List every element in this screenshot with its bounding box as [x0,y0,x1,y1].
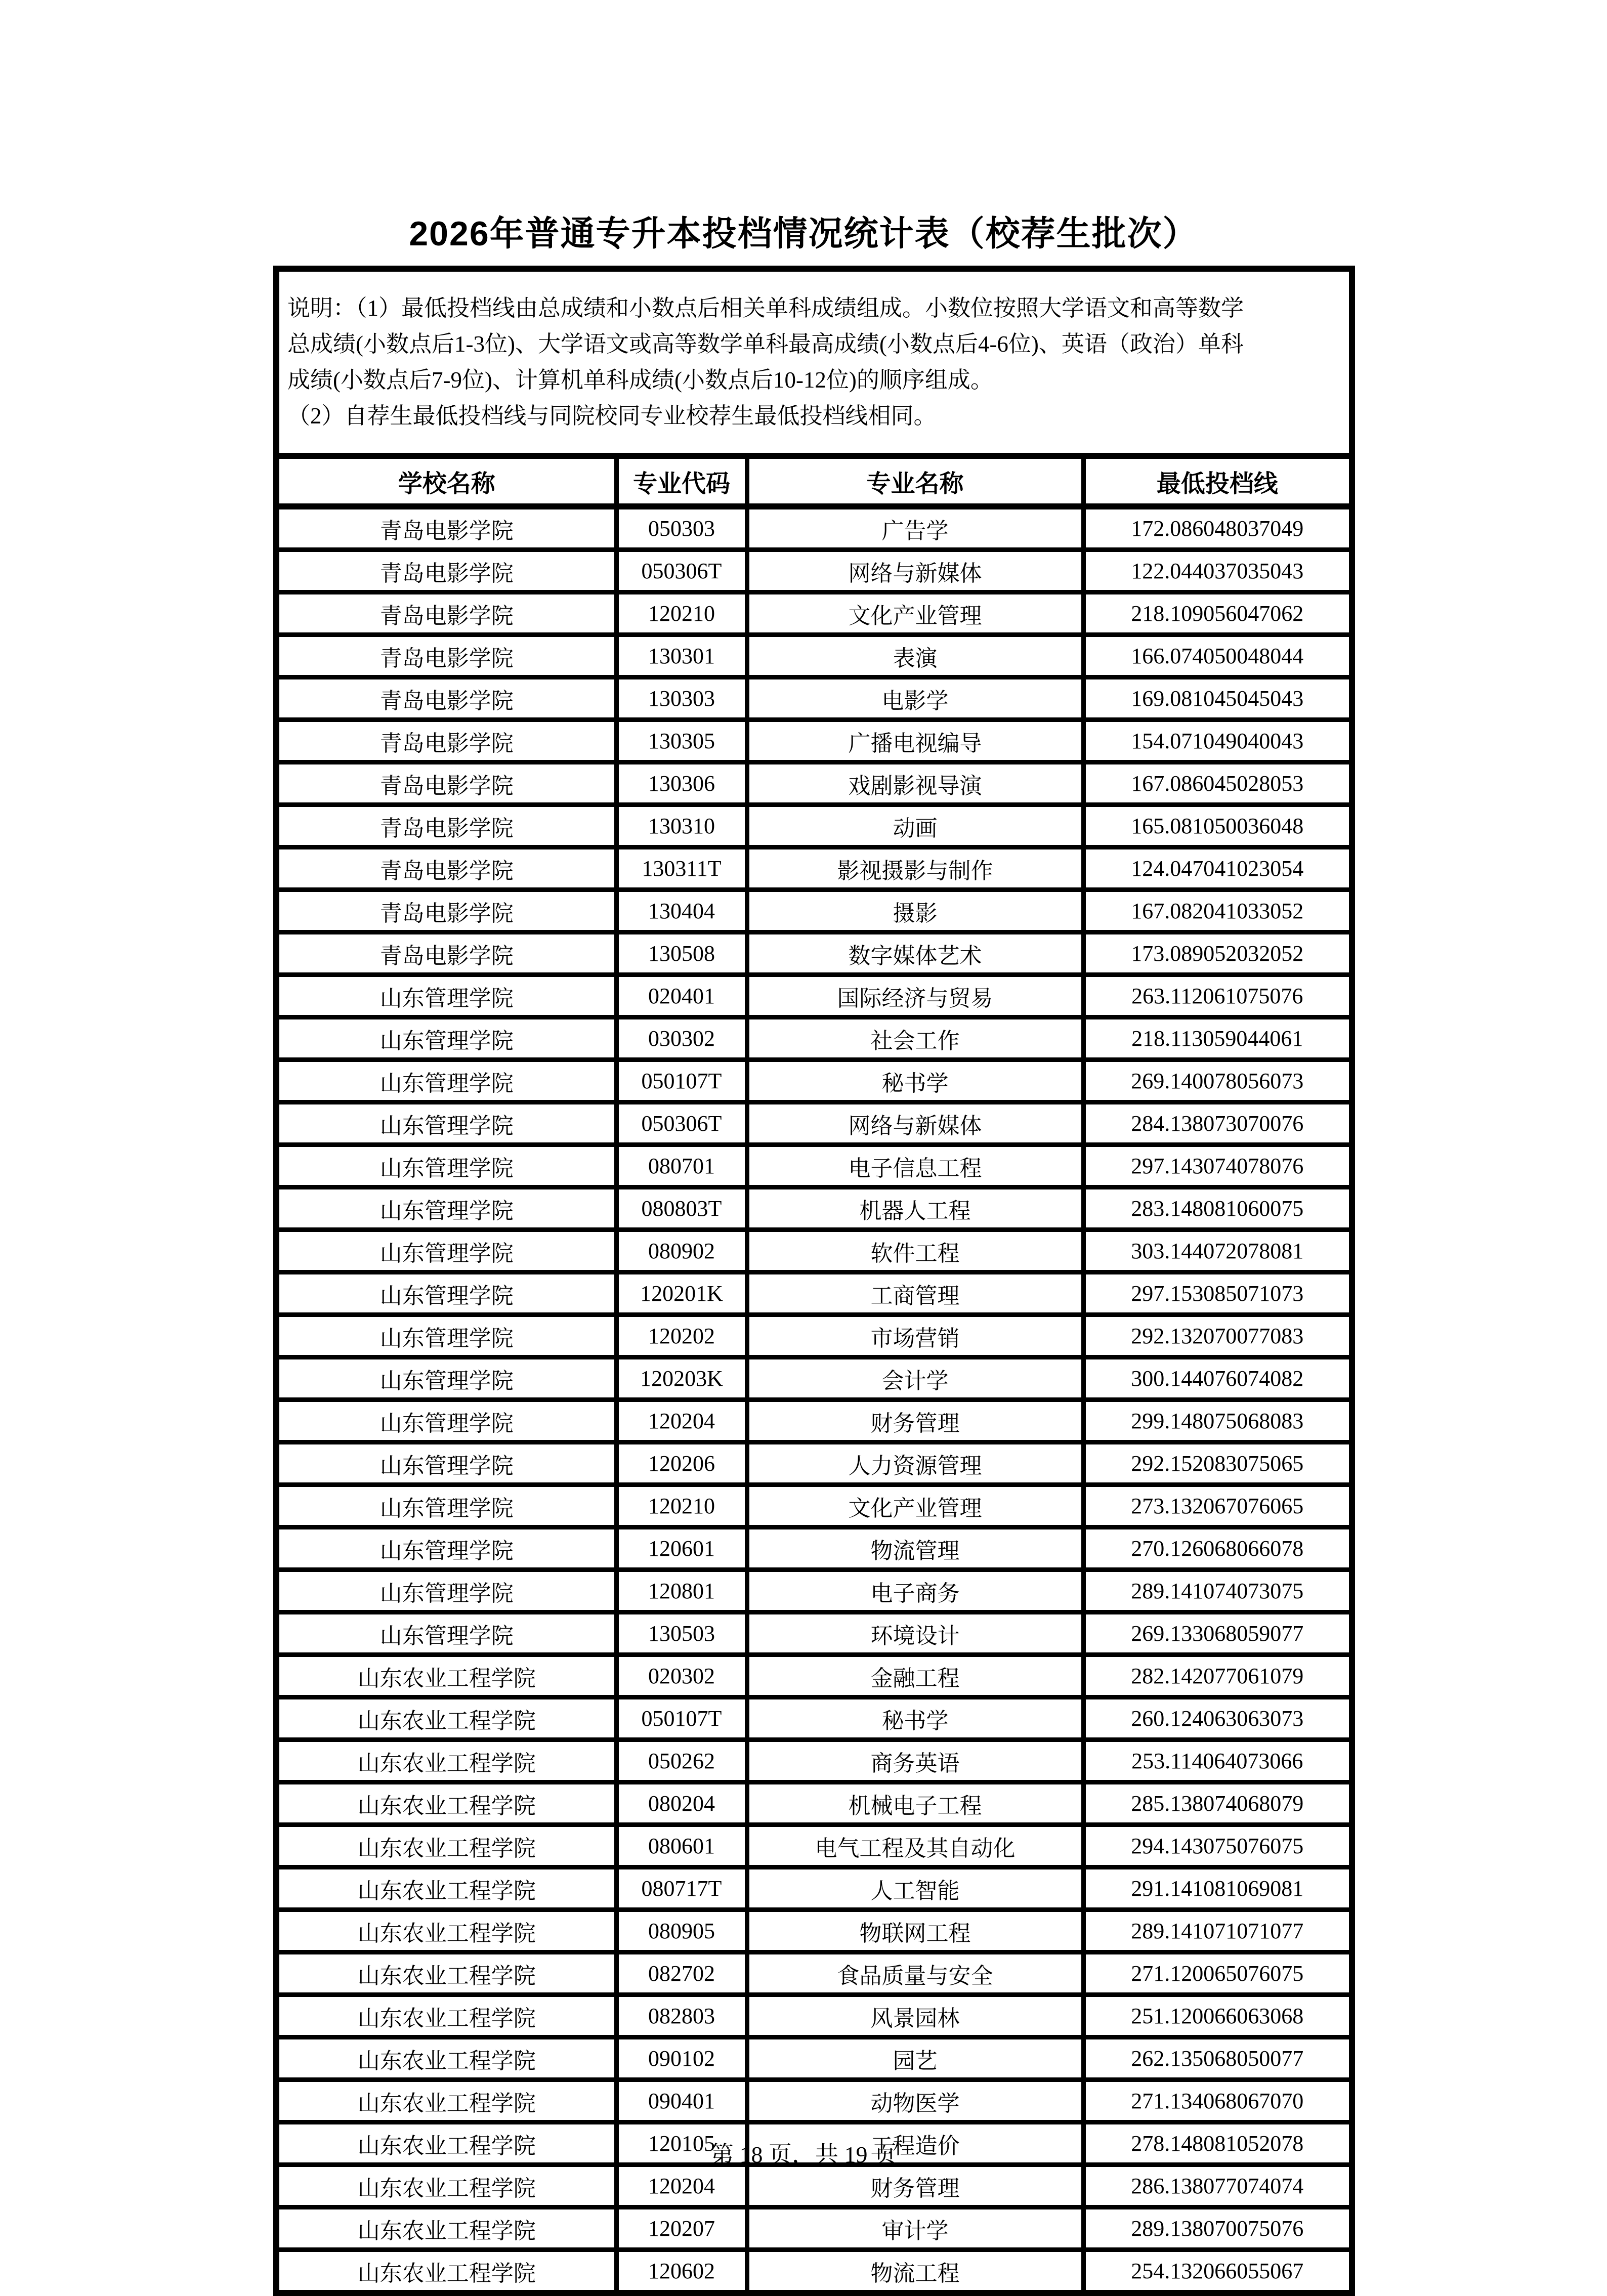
cell-major-name: 机械电子工程 [747,1782,1083,1825]
table-row [276,890,1352,932]
table-row [276,805,1352,847]
cell-min-score: 270.126068066078 [1083,1527,1352,1570]
cell-school-name: 山东管理学院 [276,1272,616,1315]
cell-school-name: 青岛电影学院 [276,762,616,805]
table-row [276,550,1352,592]
table-row [276,932,1352,975]
cell-school-name: 山东农业工程学院 [276,1867,616,1910]
table-row [276,2207,1352,2250]
cell-major-code: 130301 [616,635,747,677]
cell-school-name: 山东农业工程学院 [276,1910,616,1952]
table-row [276,1442,1352,1485]
cell-school-name: 青岛电影学院 [276,890,616,932]
cell-major-name: 社会工作 [747,1017,1083,1060]
table-row [276,635,1352,677]
cell-major-code: 080902 [616,1230,747,1272]
cell-major-code: 120210 [616,592,747,635]
cell-major-code: 120210 [616,1485,747,1527]
cell-major-name: 广告学 [747,506,1083,550]
cell-major-code: 080717T [616,1867,747,1910]
cell-major-name: 数字媒体艺术 [747,932,1083,975]
cell-major-code: 130303 [616,677,747,720]
cell-min-score: 262.135068050077 [1083,2037,1352,2080]
cell-major-code: 120207 [616,2207,747,2250]
cell-major-name: 网络与新媒体 [747,1102,1083,1145]
cell-major-code: 130404 [616,890,747,932]
cell-min-score: 263.112061075076 [1083,975,1352,1017]
cell-major-code: 120204 [616,2165,747,2207]
cell-major-name: 人工智能 [747,1867,1083,1910]
cell-school-name: 山东管理学院 [276,1187,616,1230]
cell-school-name: 山东管理学院 [276,1315,616,1357]
cell-school-name: 青岛电影学院 [276,550,616,592]
cell-major-code: 020401 [616,975,747,1017]
cell-major-name: 财务管理 [747,2165,1083,2207]
cell-major-code: 020302 [616,1655,747,1697]
cell-major-code: 080701 [616,1145,747,1187]
table-row [276,1272,1352,1315]
cell-min-score: 124.047041023054 [1083,847,1352,890]
cell-major-code: 120601 [616,1527,747,1570]
cell-major-name: 物流管理 [747,1527,1083,1570]
cell-min-score: 271.120065076075 [1083,1952,1352,1995]
table-row [276,1995,1352,2037]
cell-major-name: 物联网工程 [747,1910,1083,1952]
cell-major-code: 120602 [616,2250,747,2293]
table-row [276,1952,1352,1995]
cell-major-code: 030302 [616,1017,747,1060]
cell-major-code: 090401 [616,2080,747,2122]
cell-min-score: 289.141071071077 [1083,1910,1352,1952]
cell-major-name: 摄影 [747,890,1083,932]
table-row [276,1400,1352,1442]
cell-major-code: 080905 [616,1910,747,1952]
cell-major-name: 工程造价 [747,2122,1083,2165]
cell-school-name: 山东农业工程学院 [276,1782,616,1825]
cell-major-code: 080204 [616,1782,747,1825]
cell-min-score: 260.124063063073 [1083,1697,1352,1740]
cell-major-code: 050107T [616,1697,747,1740]
cell-major-name: 机器人工程 [747,1187,1083,1230]
cell-school-name: 青岛电影学院 [276,847,616,890]
table-row [276,1867,1352,1910]
cell-school-name: 山东管理学院 [276,1230,616,1272]
table-row [276,677,1352,720]
cell-min-score: 218.109056047062 [1083,592,1352,635]
table-row [276,2080,1352,2122]
cell-school-name: 山东农业工程学院 [276,2250,616,2293]
cell-min-score: 294.143075076075 [1083,1825,1352,1867]
cell-school-name: 山东管理学院 [276,1612,616,1655]
cell-min-score: 289.141074073075 [1083,1570,1352,1612]
cell-min-score: 166.074050048044 [1083,635,1352,677]
cell-major-name: 人力资源管理 [747,1442,1083,1485]
cell-school-name: 山东管理学院 [276,1400,616,1442]
table-row [276,2037,1352,2080]
cell-major-code: 120203K [616,1357,747,1400]
cell-major-name: 财务管理 [747,1400,1083,1442]
table-row [276,1570,1352,1612]
cell-min-score: 273.132067076065 [1083,1485,1352,1527]
cell-school-name: 山东管理学院 [276,1442,616,1485]
cell-school-name: 山东管理学院 [276,1570,616,1612]
cell-school-name: 青岛电影学院 [276,720,616,762]
table-row [276,1612,1352,1655]
cell-school-name: 青岛电影学院 [276,506,616,550]
cell-min-score: 297.143074078076 [1083,1145,1352,1187]
cell-min-score: 269.133068059077 [1083,1612,1352,1655]
cell-major-code: 120206 [616,1442,747,1485]
cell-min-score: 154.071049040043 [1083,720,1352,762]
cell-min-score: 297.153085071073 [1083,1272,1352,1315]
cell-school-name: 山东管理学院 [276,1485,616,1527]
cell-major-name: 电气工程及其自动化 [747,1825,1083,1867]
cell-major-name: 电影学 [747,677,1083,720]
table-row [276,1825,1352,1867]
cell-major-code: 130508 [616,932,747,975]
cell-major-name: 环境设计 [747,1612,1083,1655]
notes-row [276,269,1352,456]
cell-min-score: 122.044037035043 [1083,550,1352,592]
page-number: 第 18 页，共 19 页 [710,2142,897,2167]
table-header-row [276,456,1352,506]
cell-major-code: 082702 [616,1952,747,1995]
cell-major-code: 050303 [616,506,747,550]
notes-cell [276,269,1352,456]
cell-min-score: 286.138077074074 [1083,2165,1352,2207]
table-row [276,2165,1352,2207]
cell-school-name: 青岛电影学院 [276,592,616,635]
table-row [276,1740,1352,1782]
cell-min-score: 167.086045028053 [1083,762,1352,805]
table-row [276,1782,1352,1825]
column-header-school: 学校名称 [276,456,616,506]
note-line: 成绩(小数点后7-9位)、计算机单科成绩(小数点后10-12位)的顺序组成。 [287,367,993,393]
cell-major-code: 120801 [616,1570,747,1612]
cell-major-code: 050306T [616,1102,747,1145]
cell-school-name: 山东管理学院 [276,1145,616,1187]
cell-major-name: 软件工程 [747,1230,1083,1272]
table-row [276,1315,1352,1357]
cell-min-score: 218.113059044061 [1083,1017,1352,1060]
cell-major-code: 120105 [616,2122,747,2165]
cell-school-name: 青岛电影学院 [276,677,616,720]
table-row [276,1102,1352,1145]
cell-school-name: 山东农业工程学院 [276,2207,616,2250]
table-row [276,1697,1352,1740]
cell-major-code: 050306T [616,550,747,592]
column-header-min-score: 最低投档线 [1083,456,1352,506]
cell-major-name: 园艺 [747,2037,1083,2080]
cell-min-score: 167.082041033052 [1083,890,1352,932]
cell-major-name: 秘书学 [747,1697,1083,1740]
cell-major-code: 130306 [616,762,747,805]
cell-min-score: 283.148081060075 [1083,1187,1352,1230]
cell-major-code: 130305 [616,720,747,762]
cell-major-name: 文化产业管理 [747,592,1083,635]
cell-major-name: 文化产业管理 [747,1485,1083,1527]
cell-min-score: 165.081050036048 [1083,805,1352,847]
cell-min-score: 173.089052032052 [1083,932,1352,975]
cell-min-score: 278.148081052078 [1083,2122,1352,2165]
cell-min-score: 289.138070075076 [1083,2207,1352,2250]
cell-min-score: 251.120066063068 [1083,1995,1352,2037]
cell-school-name: 山东农业工程学院 [276,1740,616,1782]
cell-min-score: 285.138074068079 [1083,1782,1352,1825]
cell-major-name: 食品质量与安全 [747,1952,1083,1995]
cell-school-name: 山东农业工程学院 [276,2037,616,2080]
cell-major-name: 市场营销 [747,1315,1083,1357]
table-row [276,1145,1352,1187]
cell-min-score: 254.132066055067 [1083,2250,1352,2293]
table-row [276,1060,1352,1102]
cell-major-name: 国际经济与贸易 [747,975,1083,1017]
cell-min-score: 299.148075068083 [1083,1400,1352,1442]
cell-major-name: 影视摄影与制作 [747,847,1083,890]
cell-school-name: 山东管理学院 [276,1102,616,1145]
table-row [276,762,1352,805]
table-row [276,975,1352,1017]
page-title: 2026年普通专升本投档情况统计表（校荐生批次） [409,215,1198,253]
cell-major-name: 审计学 [747,2207,1083,2250]
cell-major-code: 090102 [616,2037,747,2080]
note-line: （2）自荐生最低投档线与同院校同专业校荐生最低投档线相同。 [287,403,937,429]
cell-min-score: 282.142077061079 [1083,1655,1352,1697]
cell-min-score: 271.134068067070 [1083,2080,1352,2122]
table-row [276,2250,1352,2293]
cell-school-name: 山东管理学院 [276,1527,616,1570]
column-header-major-name: 专业名称 [747,456,1083,506]
cell-major-code: 120201K [616,1272,747,1315]
cell-school-name: 山东管理学院 [276,1017,616,1060]
cell-major-code: 120202 [616,1315,747,1357]
cell-major-name: 电子信息工程 [747,1145,1083,1187]
cell-school-name: 山东农业工程学院 [276,2080,616,2122]
cell-major-code: 050262 [616,1740,747,1782]
cell-school-name: 山东农业工程学院 [276,1655,616,1697]
cell-major-code: 080803T [616,1187,747,1230]
cell-major-name: 广播电视编导 [747,720,1083,762]
note-line: 总成绩(小数点后1-3位)、大学语文或高等数学单科最高成绩(小数点后4-6位)、英语（政治）单科 [287,331,1244,357]
cell-min-score: 284.138073070076 [1083,1102,1352,1145]
cell-major-name: 金融工程 [747,1655,1083,1697]
cell-school-name: 山东管理学院 [276,1357,616,1400]
table-row [276,1017,1352,1060]
note-line: 说明：（1）最低投档线由总成绩和小数点后相关单科成绩组成。小数位按照大学语文和高等数学 [287,295,1244,321]
cell-min-score: 303.144072078081 [1083,1230,1352,1272]
cell-major-name: 风景园林 [747,1995,1083,2037]
cell-major-code: 082803 [616,1995,747,2037]
cell-major-name: 工商管理 [747,1272,1083,1315]
cell-min-score: 300.144076074082 [1083,1357,1352,1400]
cell-min-score: 169.081045045043 [1083,677,1352,720]
cell-school-name: 山东农业工程学院 [276,1952,616,1995]
table-row [276,1485,1352,1527]
cell-major-code: 080601 [616,1825,747,1867]
cell-school-name: 山东管理学院 [276,1060,616,1102]
cell-major-name: 网络与新媒体 [747,550,1083,592]
cell-major-name: 戏剧影视导演 [747,762,1083,805]
cell-major-code: 130503 [616,1612,747,1655]
table-row [276,1910,1352,1952]
cell-school-name: 山东农业工程学院 [276,1995,616,2037]
table-row [276,1655,1352,1697]
cell-min-score: 292.152083075065 [1083,1442,1352,1485]
table-row [276,720,1352,762]
notes-text [287,290,1341,434]
cell-min-score: 292.132070077083 [1083,1315,1352,1357]
cell-min-score: 253.114064073066 [1083,1740,1352,1782]
cell-school-name: 山东农业工程学院 [276,1697,616,1740]
table-row [276,592,1352,635]
cell-min-score: 291.141081069081 [1083,1867,1352,1910]
cell-major-name: 会计学 [747,1357,1083,1400]
cell-major-name: 电子商务 [747,1570,1083,1612]
table-row [276,1187,1352,1230]
scores-table [273,266,1355,2296]
cell-major-name: 秘书学 [747,1060,1083,1102]
cell-min-score: 269.140078056073 [1083,1060,1352,1102]
cell-major-name: 商务英语 [747,1740,1083,1782]
cell-major-code: 130311T [616,847,747,890]
table-row [276,847,1352,890]
cell-school-name: 山东农业工程学院 [276,1825,616,1867]
cell-school-name: 青岛电影学院 [276,805,616,847]
table-row [276,506,1352,550]
cell-major-name: 物流工程 [747,2250,1083,2293]
cell-min-score: 172.086048037049 [1083,506,1352,550]
column-header-major-code: 专业代码 [616,456,747,506]
table-row [276,1357,1352,1400]
cell-school-name: 青岛电影学院 [276,635,616,677]
cell-major-name: 动画 [747,805,1083,847]
table-row [276,1230,1352,1272]
cell-major-code: 120204 [616,1400,747,1442]
cell-major-code: 130310 [616,805,747,847]
cell-major-name: 表演 [747,635,1083,677]
cell-major-code: 050107T [616,1060,747,1102]
cell-major-name: 动物医学 [747,2080,1083,2122]
table-row [276,1527,1352,1570]
cell-school-name: 山东农业工程学院 [276,2165,616,2207]
cell-school-name: 山东管理学院 [276,975,616,1017]
cell-school-name: 山东农业工程学院 [276,2122,616,2165]
cell-school-name: 青岛电影学院 [276,932,616,975]
